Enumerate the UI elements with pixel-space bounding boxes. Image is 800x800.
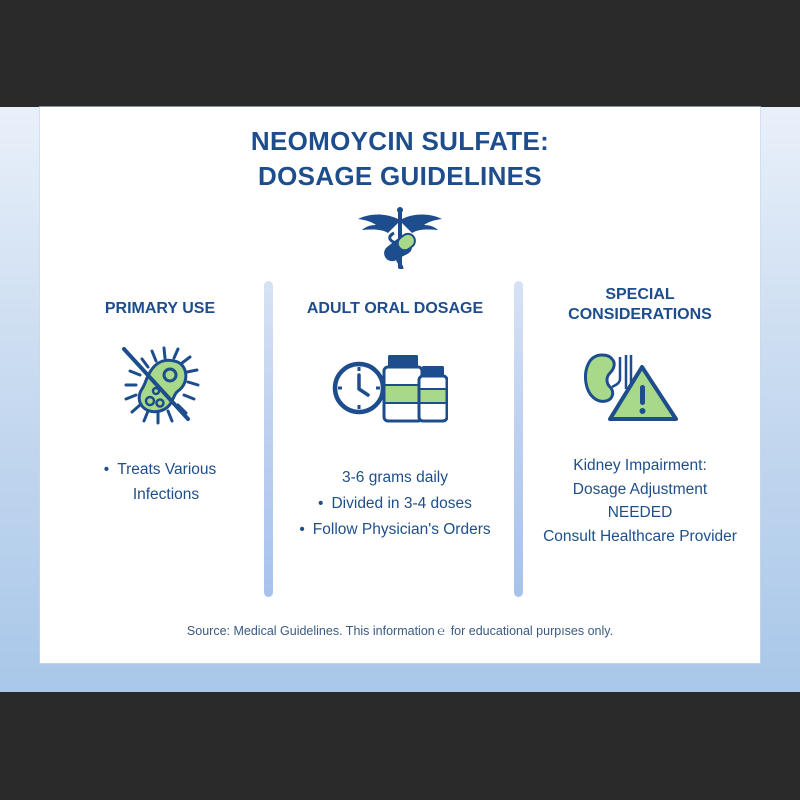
- list-item: 3-6 grams daily: [342, 469, 448, 486]
- list-item: • Divided in 3-4 doses: [290, 491, 500, 517]
- column-text: [290, 465, 500, 543]
- page-title: [40, 124, 760, 194]
- letterbox-bottom: [0, 692, 800, 800]
- infographic-background: [0, 107, 800, 692]
- column-text: [530, 454, 750, 548]
- source-footnote: Source: Medical Guidelines. This informationｅ for educational purpıses only.: [186, 624, 614, 638]
- list-item: Consult Healthcare Provider: [543, 527, 737, 545]
- list-item: Dosage Adjustment: [572, 480, 708, 498]
- column-divider-2: [514, 281, 523, 597]
- column-title: ADULT ORAL DOSAGE: [306, 300, 484, 317]
- letterbox-top: [0, 0, 800, 107]
- list-item: • Follow Physician's Orders: [290, 517, 500, 543]
- kidney-warning-icon: [582, 349, 682, 424]
- title-line-2: DOSAGE GUIDELINES: [258, 161, 542, 191]
- infographic-card: [40, 107, 760, 663]
- column-title: PRIMARY USE: [104, 300, 216, 317]
- caduceus-with-capsule-icon: [356, 207, 444, 273]
- list-item: • Treats Various: [70, 457, 250, 482]
- no-bacteria-icon: [118, 345, 202, 425]
- list-item-continuation: Infections: [132, 486, 200, 503]
- list-item: Kidney Impairment:: [573, 457, 707, 474]
- clock-and-pill-bottles-icon: [332, 353, 448, 423]
- column-divider-1: [264, 281, 273, 597]
- column-title-line-1: SPECIAL: [605, 286, 675, 303]
- list-item: NEEDED: [607, 504, 673, 521]
- column-title-line-2: CONSIDERATIONS: [568, 306, 712, 323]
- title-line-1: NEOMOYCIN SULFATE:: [250, 126, 550, 156]
- column-title: [530, 285, 750, 325]
- column-text: [70, 457, 250, 507]
